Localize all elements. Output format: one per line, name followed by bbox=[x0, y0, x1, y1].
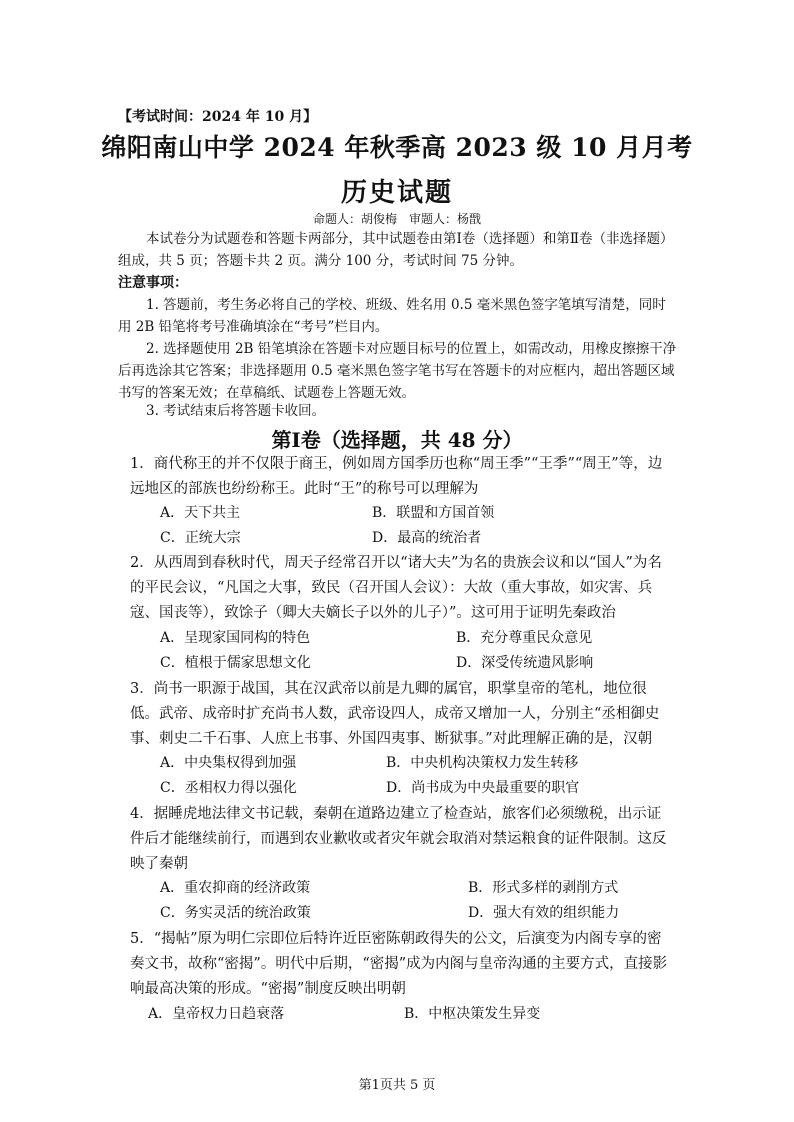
q5-option-b: B．中枢决策发生异变 bbox=[404, 1006, 541, 1022]
question-2: 2．从西周到春秋时代，周天子经常召开以“诸大夫”为名的贵族会议和以“国人”为名的平民会议，“凡国之大事，致民（召开国人会议）：大故（重大事故，如灾害、兵寇、国丧等），致馀子（卿大夫嫡长子以外的儿子）”。这可用于证明先秦政治 bbox=[130, 555, 662, 621]
exam-time: 【考试时间：2024 年 10 月】 bbox=[118, 109, 318, 125]
q4-option-c: C．务实灵活的统治政策 bbox=[160, 905, 311, 921]
q4-option-b: B．形式多样的剥削方式 bbox=[468, 880, 619, 896]
exam-title: 绵阳南山中学 2024 年秋季高 2023 级 10 月月考 bbox=[101, 133, 693, 162]
q3-option-b: B．中央机构决策权力发生转移 bbox=[386, 755, 579, 771]
exam-subtitle: 历史试题 bbox=[340, 178, 453, 208]
question-1: 1．商代称王的并不仅限于商王，例如周方国季历也称“周王季”“王季”“周王”等，边远地区的部族也纷纷称王。此时“王”的称号可以理解为 bbox=[130, 456, 663, 497]
question-4: 4．据睡虎地法律文书记载，秦朝在道路边建立了检查站，旅客们必须缴税，出示证件后才能继续前行，而遇到农业歉收或者灾年就会取消对禁运粮食的证件限制。这反映了秦朝 bbox=[130, 806, 667, 872]
q1-option-b: B．联盟和方国首领 bbox=[372, 505, 495, 521]
question-3: 3．尚书一职源于战国，其在汉武帝以前是九卿的属官，职掌皇帝的笔札，地位很低。武帝、成帝时扩充尚书人数，武帝设四人，成帝又增加一人，分别主“丞相御史事、刺史二千石事、人庶上书事、外国四夷事、断狱事。”对此理解正确的是，汉朝 bbox=[130, 681, 660, 747]
exam-authors: 命题人：胡俊梅 审题人：杨戬 bbox=[312, 212, 481, 226]
q2-option-c: C．植根于儒家思想文化 bbox=[160, 655, 311, 671]
note-item-1: 1. 答题前，考生务必将自己的学校、班级、姓名用 0.5 毫米黑色签字笔填写清楚，同时用 2B 铅笔将考号准确填涂在“考号”栏目内。 bbox=[118, 297, 666, 335]
q4-option-d: D．强大有效的组织能力 bbox=[468, 905, 620, 921]
q3-option-c: C．丞相权力得以强化 bbox=[160, 780, 297, 796]
q3-option-d: D．尚书成为中央最重要的职官 bbox=[386, 780, 580, 796]
notes-heading: 注意事项： bbox=[118, 275, 188, 291]
q5-option-a: A．皇帝权力日趋衰落 bbox=[148, 1006, 285, 1022]
q1-option-c: C．正统大宗 bbox=[160, 530, 241, 546]
q3-option-a: A．中央集权得到加强 bbox=[160, 755, 297, 771]
intro-paragraph: 本试卷分为试题卷和答题卡两部分，其中试题卷由第Ⅰ卷（选择题）和第Ⅱ卷（非选择题）组成，共 5 页；答题卡共 2 页。满分 100 分，考试时间 75 分钟。 bbox=[118, 231, 674, 269]
question-5: 5．“揭帖”原为明仁宗即位后特许近臣密陈朝政得失的公文，后演变为内阁专享的密奏文书，故称“密揭”。明代中后期，“密揭”成为内阁与皇帝沟通的主要方式，直接影响最高决策的形成。“密揭”制度反映出明朝 bbox=[130, 931, 668, 997]
q1-option-d: D．最高的统治者 bbox=[372, 530, 482, 546]
q2-option-d: D．深受传统遗风影响 bbox=[456, 655, 594, 671]
note-item-3: 3. 考试结束后将答题卡收回。 bbox=[146, 403, 326, 419]
q1-option-a: A．天下共主 bbox=[160, 505, 241, 521]
q4-option-a: A．重农抑商的经济政策 bbox=[160, 880, 311, 896]
section-title: 第Ⅰ卷（选择题，共 48 分） bbox=[271, 428, 523, 452]
q2-option-a: A．呈现家国同构的特色 bbox=[160, 630, 311, 646]
q2-option-b: B．充分尊重民众意见 bbox=[456, 630, 593, 646]
page-footer: 第1页共 5 页 bbox=[358, 1078, 436, 1093]
note-item-2: 2. 选择题使用 2B 铅笔填涂在答题卡对应题目标号的位置上，如需改动，用橡皮擦擦干净后再选涂其它答案；非选择题用 0.5 毫米黑色签字笔书写在答题卡的对应框内，超出答题区域书写的答案无效；在草稿纸、试题卷上答题无效。 bbox=[118, 341, 677, 401]
